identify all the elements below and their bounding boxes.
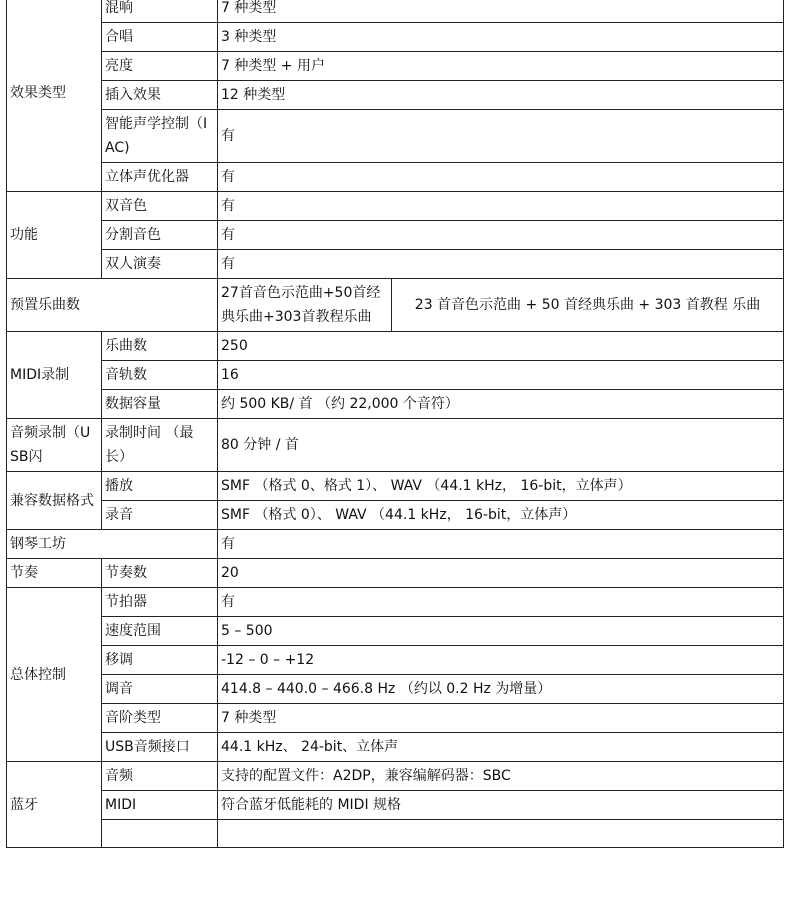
label-cell: 合唱 <box>102 23 218 52</box>
category-cell: 音频录制（USB闪 <box>7 419 102 472</box>
category-cell: 节奏 <box>7 559 102 588</box>
table-row <box>7 791 784 820</box>
label-cell: 音轨数 <box>102 361 218 390</box>
value-cell: 符合蓝牙低能耗的 MIDI 规格 <box>218 791 784 820</box>
table-row <box>7 332 784 361</box>
label-cell: 播放 <box>102 472 218 501</box>
category-cell: 兼容数据格式 <box>7 472 102 530</box>
label-cell: 数据容量 <box>102 390 218 419</box>
label-cell: USB音频接口 <box>102 733 218 762</box>
value-cell: 有 <box>218 192 784 221</box>
table-row <box>7 733 784 762</box>
label-cell: 速度范围 <box>102 617 218 646</box>
value-cell: 支持的配置文件：A2DP，兼容编解码器：SBC <box>218 762 784 791</box>
table-row <box>7 361 784 390</box>
value-cell: 7 种类型 <box>218 704 784 733</box>
label-cell: 亮度 <box>102 52 218 81</box>
value-cell: 27首音色示范曲+50首经典乐曲+303首教程乐曲 <box>218 279 392 332</box>
table-row <box>7 221 784 250</box>
table-row <box>7 588 784 617</box>
value-cell: 约 500 KB/ 首 （约 22,000 个音符） <box>218 390 784 419</box>
table-row <box>7 110 784 163</box>
table-row <box>7 0 784 23</box>
label-cell <box>102 820 218 848</box>
label-cell: 立体声优化器 <box>102 163 218 192</box>
value-cell: SMF （格式 0）、 WAV （44.1 kHz， 16-bit，立体声） <box>218 501 784 530</box>
table-row <box>7 163 784 192</box>
label-cell: 节奏数 <box>102 559 218 588</box>
label-cell: 节拍器 <box>102 588 218 617</box>
value-cell: 23 首音色示范曲 + 50 首经典乐曲 + 303 首教程 乐曲 <box>392 279 784 332</box>
value-cell: 80 分钟 / 首 <box>218 419 784 472</box>
value-cell: 7 种类型 + 用户 <box>218 52 784 81</box>
table-row <box>7 501 784 530</box>
value-cell: 有 <box>218 221 784 250</box>
table-row <box>7 23 784 52</box>
table-row <box>7 704 784 733</box>
value-cell: 有 <box>218 110 784 163</box>
value-cell: -12 – 0 – +12 <box>218 646 784 675</box>
value-cell <box>218 820 784 848</box>
category-cell: 效果类型 <box>7 0 102 192</box>
table-row <box>7 646 784 675</box>
value-cell: SMF （格式 0、格式 1）、 WAV （44.1 kHz， 16-bit，立体声） <box>218 472 784 501</box>
table-row <box>7 279 784 332</box>
value-cell: 有 <box>218 588 784 617</box>
label-cell: 智能声学控制（IAC) <box>102 110 218 163</box>
category-cell: MIDI录制 <box>7 332 102 419</box>
value-cell: 3 种类型 <box>218 23 784 52</box>
value-cell: 44.1 kHz、 24-bit、立体声 <box>218 733 784 762</box>
label-cell: 分割音色 <box>102 221 218 250</box>
value-cell: 有 <box>218 163 784 192</box>
category-cell: 功能 <box>7 192 102 279</box>
label-cell: 插入效果 <box>102 81 218 110</box>
table-row <box>7 617 784 646</box>
table-row <box>7 530 784 559</box>
category-cell: 蓝牙 <box>7 762 102 848</box>
spec-table <box>6 0 784 848</box>
label-cell: 音频 <box>102 762 218 791</box>
label-cell: 乐曲数 <box>102 332 218 361</box>
value-cell: 有 <box>218 250 784 279</box>
table-row <box>7 81 784 110</box>
value-cell: 有 <box>218 530 784 559</box>
value-cell: 12 种类型 <box>218 81 784 110</box>
table-row <box>7 559 784 588</box>
table-row <box>7 820 784 848</box>
label-cell: 混响 <box>102 0 218 23</box>
label-cell: MIDI <box>102 791 218 820</box>
value-cell: 250 <box>218 332 784 361</box>
value-cell: 5 – 500 <box>218 617 784 646</box>
label-cell: 录制时间 （最长） <box>102 419 218 472</box>
label-cell: 双音色 <box>102 192 218 221</box>
table-row <box>7 675 784 704</box>
table-row <box>7 419 784 472</box>
value-cell: 16 <box>218 361 784 390</box>
value-cell: 414.8 – 440.0 – 466.8 Hz （约以 0.2 Hz 为增量） <box>218 675 784 704</box>
table-row <box>7 192 784 221</box>
spec-sheet <box>6 0 783 848</box>
label-cell: 移调 <box>102 646 218 675</box>
value-cell: 7 种类型 <box>218 0 784 23</box>
value-cell: 20 <box>218 559 784 588</box>
table-row <box>7 52 784 81</box>
table-row <box>7 250 784 279</box>
table-row <box>7 762 784 791</box>
category-cell: 总体控制 <box>7 588 102 762</box>
category-cell: 预置乐曲数 <box>7 279 218 332</box>
label-cell: 录音 <box>102 501 218 530</box>
label-cell: 音阶类型 <box>102 704 218 733</box>
table-row <box>7 390 784 419</box>
category-cell: 钢琴工坊 <box>7 530 218 559</box>
table-row <box>7 472 784 501</box>
label-cell: 双人演奏 <box>102 250 218 279</box>
label-cell: 调音 <box>102 675 218 704</box>
